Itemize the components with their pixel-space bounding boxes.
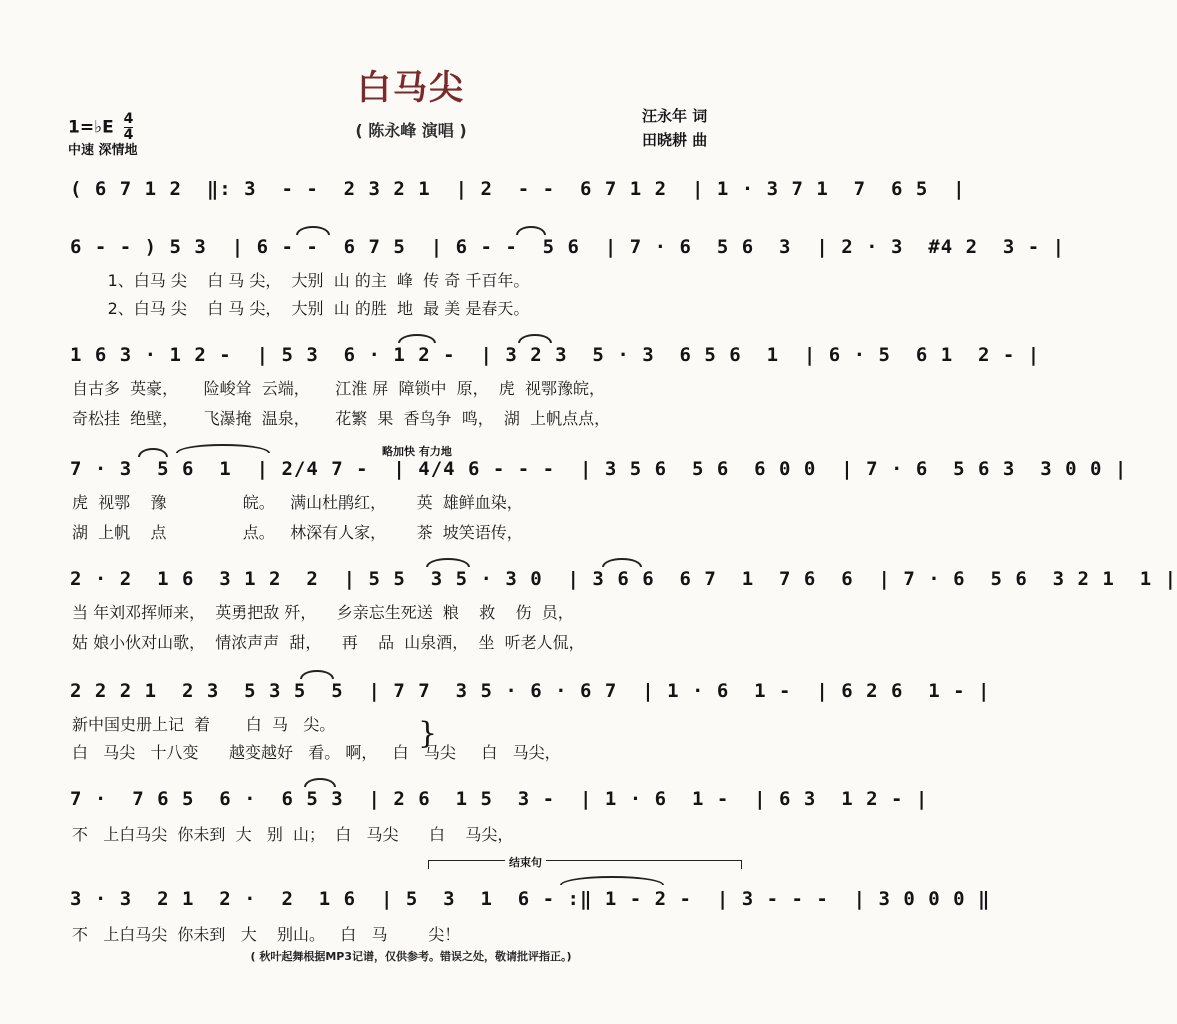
staff-line-6: 2 2 2 1 2 3 5 3 5 5 | 7 7 3 5 · 6 · 6 7 | 1 · 6 1 - | 6 2 6 1 - | [70, 680, 991, 702]
lyric-2-verse-2: 2、白马 尖 白 马 尖， 大别 山 的胜 地 最 美 是春天。 [72, 299, 530, 318]
staff-line-7: 7 · 7 6 5 6 · 6 5 3 | 2 6 1 5 3 - | 1 · 6 1 - | 6 3 1 2 - | [70, 788, 929, 810]
slur-mark [296, 226, 330, 235]
key-label: 1=♭E [68, 117, 114, 138]
lyric-5-verse-1: 当 年刘邓挥师来， 英勇把敌 歼， 乡亲忘生死送 粮 救 伤 员， [72, 603, 574, 622]
lyric-6-verse-2: 白 马尖 十八变 越变越好 看。 啊， 白 马尖 白 马尖， [72, 743, 561, 762]
slur-mark [138, 448, 168, 457]
ending-bracket [428, 860, 742, 869]
slur-mark [398, 334, 436, 343]
lyricist-credit: 汪永年 词 [642, 107, 708, 125]
staff-line-2: 6 - - ) 5 3 | 6 - - 6 7 5 | 6 - - 5 6 | 7 · 6 5 6 3 | 2 · 3 #4 2 3 - | [70, 236, 1066, 258]
lyric-8: 不 上白马尖 你未到 大 别山。 白 马 尖！ [72, 925, 461, 944]
slur-mark [518, 334, 552, 343]
tempo-change-marking: 略加快 有力地 [382, 445, 452, 458]
composer-credit: 田晓耕 曲 [642, 131, 708, 149]
lyric-3-verse-2: 奇松挂 绝壁， 飞瀑掩 温泉， 花繁 果 香鸟争 鸣， 湖 上帆点点， [72, 409, 611, 428]
ending-label: 结束句 [505, 854, 546, 870]
lyric-4-verse-2: 湖 上帆 点 点。 林深有人家， 茶 坡笑语传， [72, 523, 523, 542]
slur-mark [560, 876, 664, 885]
slur-mark [300, 670, 334, 679]
transcription-footnote: ( 秋叶起舞根据MP3记谱，仅供参考。错误之处，敬请批评指正。) [250, 950, 572, 963]
time-denominator: 4 [123, 127, 134, 143]
staff-line-4: 7 · 3 5 6 1 | 2/4 7 - | 4/4 6 - - - | 3 5 6 5 6 6 0 0 | 7 · 6 5 6 3 3 0 0 | [70, 458, 1128, 480]
slur-mark [426, 558, 470, 567]
lyric-2-verse-1: 1、白马 尖 白 马 尖， 大别 山 的主 峰 传 奇 千百年。 [72, 271, 530, 290]
staff-line-5: 2 · 2 1 6 3 1 2 2 | 5 5 3 5 · 3 0 | 3 6 6 6 7 1 7 6 6 | 7 · 6 5 6 3 2 1 1 | [70, 568, 1177, 590]
slur-mark [516, 226, 546, 235]
lyric-4-verse-1: 虎 视鄂 豫 皖。 满山杜鹃红， 英 雄鲜血染， [72, 493, 523, 512]
verse-brace: } [418, 716, 438, 751]
tempo-marking: 中速 深情地 [68, 143, 138, 158]
performer-subtitle: ( 陈永峰 演唱 ) [355, 121, 467, 140]
slur-mark [602, 558, 642, 567]
lyric-3-verse-1: 自古多 英豪， 险峻耸 云端， 江淮 屏 障锁中 原， 虎 视鄂豫皖， [72, 379, 605, 398]
credits [642, 104, 707, 152]
staff-line-3: 1 6 3 · 1 2 - | 5 3 6 · 1 2 - | 3 2 3 5 · 3 6 5 6 1 | 6 · 5 6 1 2 - | [70, 344, 1041, 366]
lyric-5-verse-2: 姑 娘小伙对山歌， 情浓声声 甜， 再 品 山泉酒， 坐 听老人侃， [72, 633, 585, 652]
lyric-6-verse-1: 新中国史册上记 着 白 马 尖。 [72, 715, 336, 734]
staff-line-8: 3 · 3 2 1 2 · 2 1 6 | 5 3 1 6 - :‖ 1 - 2 - | 3 - - - | 3 0 0 0 ‖ [70, 888, 991, 910]
slur-mark [176, 444, 270, 453]
lyric-7: 不 上白马尖 你未到 大 别 山； 白 马尖 白 马尖， [72, 825, 514, 844]
staff-line-1: ( 6 7 1 2 ‖: 3 - - 2 3 2 1 | 2 - - 6 7 1 2 | 1 · 3 7 1 7 6 5 | [70, 178, 966, 200]
song-title: 白马尖 [357, 68, 465, 108]
slur-mark [304, 778, 336, 787]
time-numerator: 4 [123, 111, 134, 127]
